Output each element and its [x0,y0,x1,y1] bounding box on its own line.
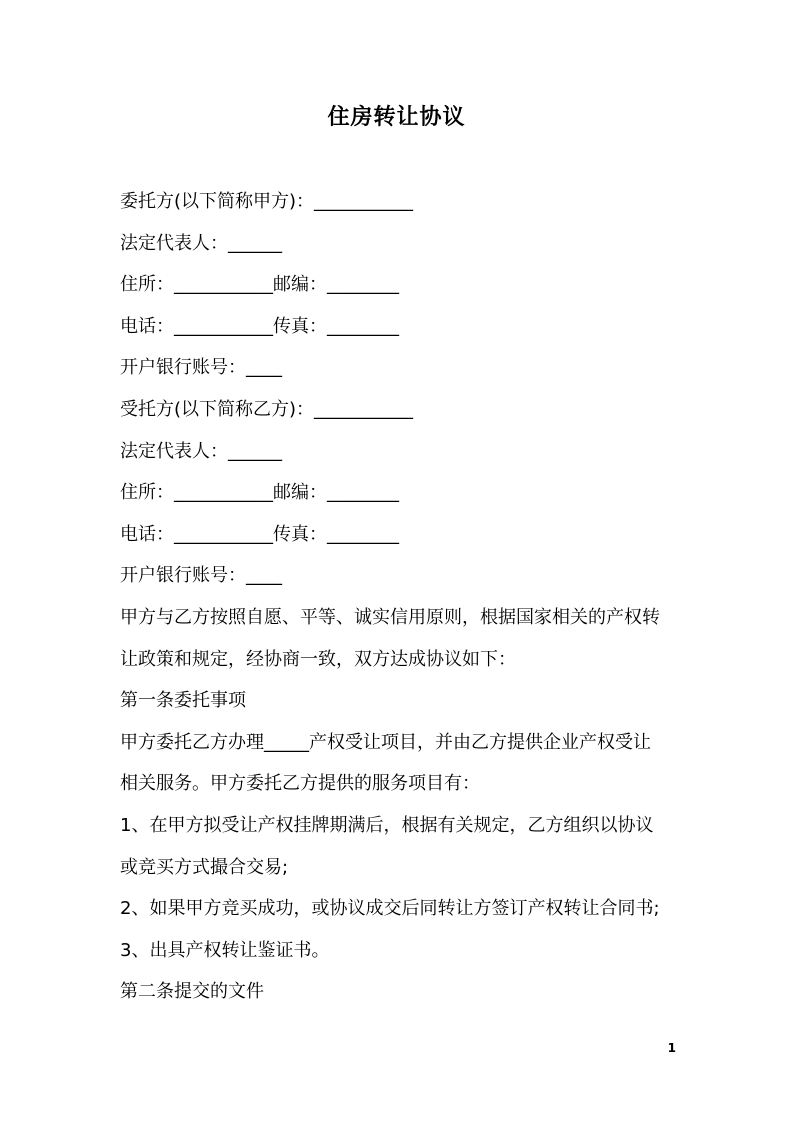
party-a-bank-line: 开户银行账号：____ [120,357,282,379]
document-body [120,181,680,1013]
article-1-heading: 第一条委托事项 [120,690,246,712]
party-b-legal-rep-line: 法定代表人：______ [120,440,282,462]
party-b-phone-line: 电话：___________传真：________ [120,523,399,545]
party-a-name-line: 委托方(以下简称甲方)：___________ [120,191,414,212]
party-a-address-line: 住所：___________邮编：________ [120,274,399,296]
service-item-1-line-2: 或竞买方式撮合交易; [120,856,289,878]
party-b-bank-line: 开户银行账号：____ [120,565,282,587]
preamble-line-2: 让政策和规定，经协商一致，双方达成协议如下： [120,648,516,670]
preamble-line-1: 甲方与乙方按照自愿、平等、诚实信用原则，根据国家相关的产权转 [120,606,660,628]
party-b-name-line: 受托方(以下简称乙方)：___________ [120,398,414,420]
service-item-1-line-1: 1、在甲方拟受让产权挂牌期满后，根据有关规定，乙方组织以协议 [120,814,654,836]
party-a-legal-rep-line: 法定代表人：______ [120,232,282,254]
document-title: 住房转让协议 [327,105,466,130]
party-a-phone-line: 电话：___________传真：________ [120,315,399,337]
service-item-2: 2、如果甲方竞买成功，或协议成交后同转让方签订产权转让合同书; [120,898,660,920]
article-1-text-line-1: 甲方委托乙方办理_____产权受让项目，并由乙方提供企业产权受让 [120,731,651,753]
page-number: 1 [667,1041,676,1055]
article-2-heading: 第二条提交的文件 [120,981,264,1003]
article-1-text-line-2: 相关服务。甲方委托乙方提供的服务项目有： [120,773,480,795]
party-b-address-line: 住所：___________邮编：________ [120,482,399,504]
service-item-3: 3、出具产权转让鉴证书。 [120,939,330,961]
